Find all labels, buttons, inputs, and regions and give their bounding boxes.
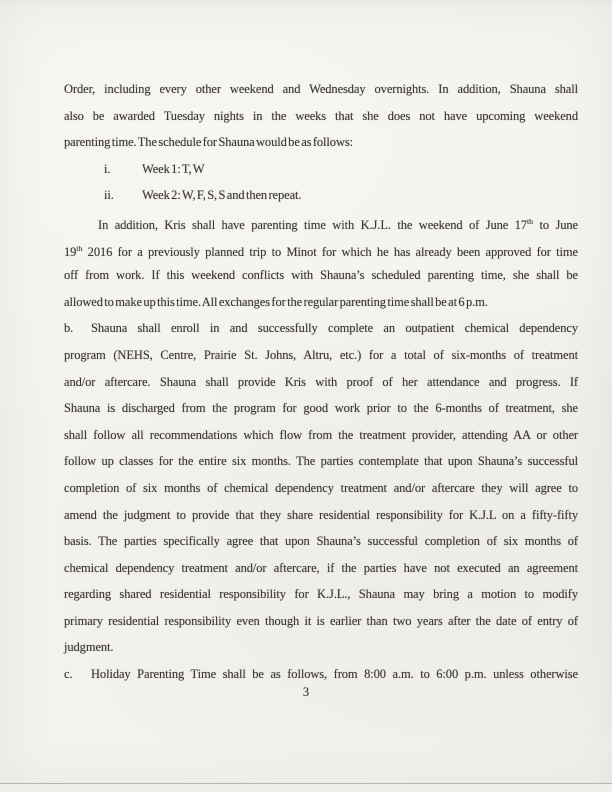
text-segment: 19 bbox=[64, 244, 77, 259]
text-line: Order, including every other weekend and Wednesday overnights. In addition, Shauna shall bbox=[64, 82, 578, 96]
list-marker: i. bbox=[104, 161, 111, 176]
clause-text: Shauna shall enroll in and successfully complete an outpatient chemical dependency bbox=[91, 321, 578, 336]
list-item-text: Week 1: T, W bbox=[142, 161, 205, 176]
text-line: shall follow all recommendations which flow from the treatment provider, attending AA or other bbox=[64, 427, 578, 442]
text-line bbox=[64, 182, 578, 209]
page-number: 3 bbox=[302, 685, 310, 699]
superscript: th bbox=[76, 243, 83, 253]
text-line bbox=[64, 315, 578, 342]
text-line: chemical dependency treatment and/or aftercare, if the parties have not executed an agreement bbox=[64, 560, 578, 575]
clause-text: Holiday Parenting Time shall be as follows, from 8:00 a.m. to 6:00 p.m. unless otherwise bbox=[91, 667, 578, 682]
clause-marker: b. bbox=[64, 321, 74, 336]
clause-marker: c. bbox=[64, 667, 73, 682]
text-line: parenting time. The schedule for Shauna would be as follows: bbox=[64, 135, 354, 150]
text-line: also be awarded Tuesday nights in the weeks that she does not have upcoming weekend bbox=[64, 108, 578, 123]
text-segment: to June bbox=[533, 218, 579, 233]
text-segment: In addition, Kris shall have parenting time with K.J.L. the weekend of June 17 bbox=[98, 218, 527, 233]
text-line: program (NEHS, Centre, Prairie St. Johns, Altru, etc.) for a total of six-months of treatment bbox=[64, 347, 578, 362]
text-line: Shauna is discharged from the program for good work prior to the 6-months of treatment, she bbox=[64, 401, 578, 416]
text-line bbox=[64, 209, 578, 236]
list-marker: ii. bbox=[104, 188, 114, 203]
text-line: primary residential responsibility even though it is earlier than two years after the date of entry of bbox=[64, 613, 578, 628]
text-line: allowed to make up this time. All exchanges for the regular parenting time shall be at 6 p.m. bbox=[64, 294, 488, 309]
text-line: amend the judgment to provide that they share residential responsibility for K.J.L on a fifty-fifty bbox=[64, 507, 578, 522]
text-line: completion of six months of chemical dependency treatment and/or aftercare they will agree to bbox=[64, 480, 578, 495]
text-line bbox=[64, 236, 578, 263]
text-line: and/or aftercare. Shauna shall provide Kris with proof of her attendance and progress. If bbox=[64, 374, 578, 389]
list-item-text: Week 2: W, F, S, S and then repeat. bbox=[142, 188, 302, 203]
superscript: th bbox=[526, 216, 534, 226]
page-bottom-strip bbox=[0, 784, 612, 792]
text-line: judgment. bbox=[64, 640, 114, 655]
text-line: basis. The parties specifically agree that upon Shauna’s successful completion of six months of bbox=[64, 534, 578, 549]
text-segment: 2016 for a previously planned trip to Minot for which he has already been approved for time bbox=[82, 244, 578, 259]
text-line: off from work. If this weekend conflicts with Shauna’s scheduled parenting time, she shall be bbox=[64, 268, 578, 283]
text-line: regarding shared residential responsibility for K.J.L., Shauna may bring a motion to modify bbox=[64, 587, 578, 602]
body-text bbox=[64, 76, 578, 688]
text-line: follow up classes for the entire six months. The parties contemplate that upon Shauna’s successful bbox=[64, 454, 578, 469]
text-line bbox=[64, 156, 578, 183]
